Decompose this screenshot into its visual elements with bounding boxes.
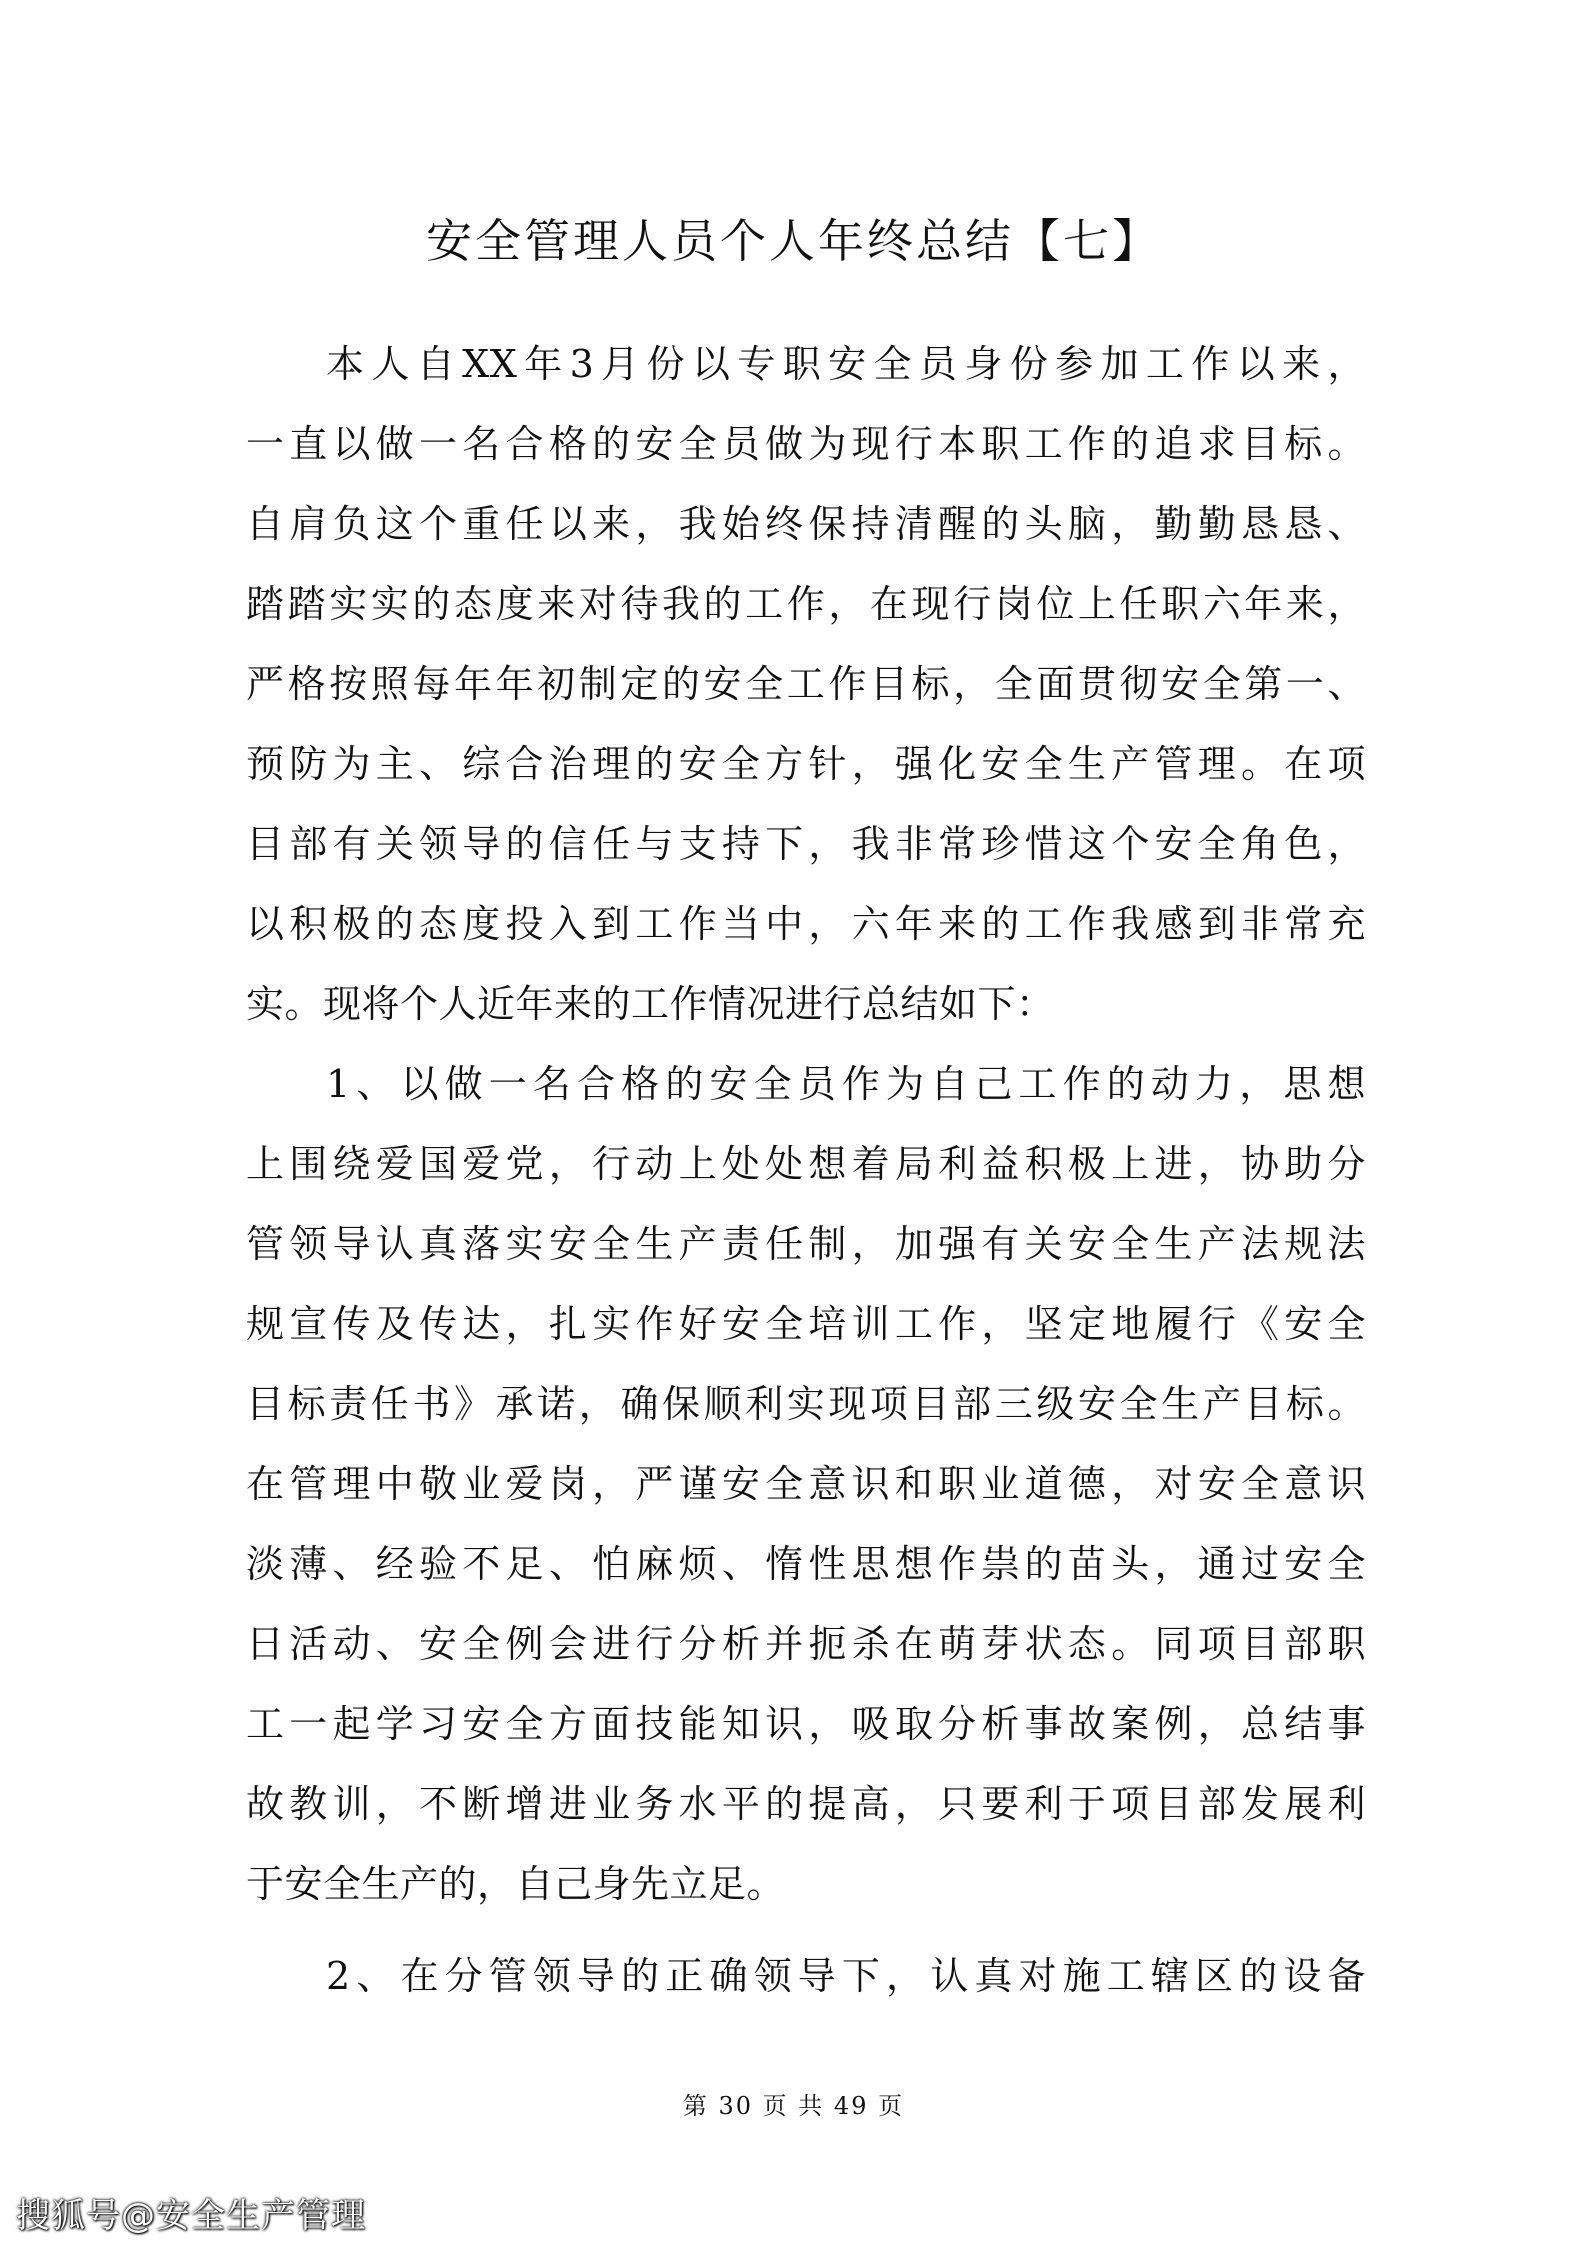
text-line: 2、在分管领导的正确领导下，认真对施工辖区的设备 (326, 1954, 1366, 1998)
paragraph-1 (246, 324, 1366, 1044)
document-body (246, 324, 1366, 2016)
text-line: 预防为主、综合治理的安全方针，强化安全生产管理。在项 (246, 742, 1366, 786)
text-line: 管领导认真落实安全生产责任制，加强有关安全生产法规法 (246, 1222, 1366, 1266)
text-line: 日活动、安全例会进行分析并扼杀在萌芽状态。同项目部职 (246, 1622, 1366, 1666)
text-line: 踏踏实实的态度来对待我的工作，在现行岗位上任职六年来， (246, 582, 1366, 626)
text-line: 故教训，不断增进业务水平的提高，只要利于项目部发展利 (246, 1782, 1366, 1826)
text-line: 上围绕爱国爱党，行动上处处想着局利益积极上进，协助分 (246, 1142, 1366, 1186)
paragraph-gap (246, 1924, 1366, 1936)
text-line: 严格按照每年年初制定的安全工作目标，全面贯彻安全第一、 (246, 662, 1366, 706)
text-line: 一直以做一名合格的安全员做为现行本职工作的追求目标。 (246, 422, 1366, 466)
paragraph-3 (246, 1936, 1366, 2016)
paragraph-2 (246, 1044, 1366, 1924)
text-line: 1、以做一名合格的安全员作为自己工作的动力，思想 (326, 1062, 1366, 1106)
text-line: 本人自XX年3月份以专职安全员身份参加工作以来， (326, 342, 1366, 386)
text-line: 规宣传及传达，扎实作好安全培训工作，坚定地履行《安全 (246, 1302, 1366, 1346)
text-line: 实。现将个人近年来的工作情况进行总结如下： (246, 982, 1055, 1026)
text-line: 目部有关领导的信任与支持下，我非常珍惜这个安全角色， (246, 822, 1366, 866)
text-line: 自肩负这个重任以来，我始终保持清醒的头脑，勤勤恳恳、 (246, 502, 1366, 546)
text-line: 工一起学习安全方面技能知识，吸取分析事故案例，总结事 (246, 1702, 1366, 1746)
text-line: 在管理中敬业爱岗，严谨安全意识和职业道德，对安全意识 (246, 1462, 1366, 1506)
text-line: 淡薄、经验不足、怕麻烦、惰性思想作祟的苗头，通过安全 (246, 1542, 1366, 1586)
document-title: 安全管理人员个人年终总结【七】 (426, 214, 1161, 268)
watermark: 搜狐号@安全生产管理 (16, 2196, 366, 2236)
text-line: 以积极的态度投入到工作当中，六年来的工作我感到非常充 (246, 902, 1366, 946)
text-line: 目标责任书》承诺，确保顺利实现项目部三级安全生产目标。 (246, 1382, 1366, 1426)
text-line: 于安全生产的，自己身先立足。 (246, 1862, 786, 1906)
page-number-footer: 第 30 页 共 49 页 (682, 2092, 905, 2120)
